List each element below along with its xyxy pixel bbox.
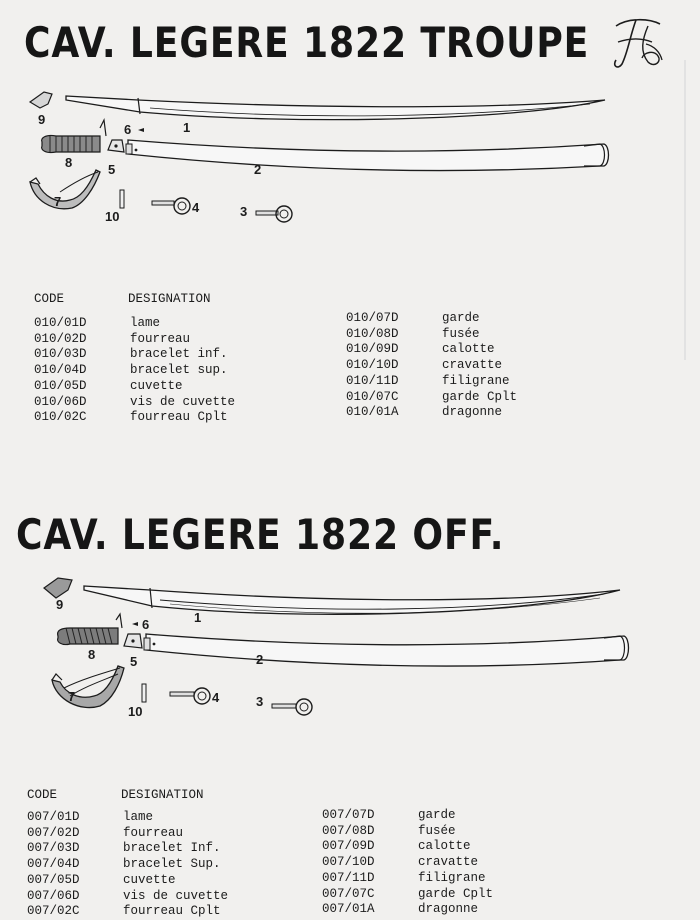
part-code: 007/04D xyxy=(27,857,80,872)
table-row xyxy=(34,410,235,426)
part-designation: calotte xyxy=(442,342,495,357)
part-designation: fourreau xyxy=(123,825,184,840)
section-title-troupe: CAV. LEGERE 1822 TROUPE xyxy=(24,18,590,67)
part-designation: cuvette xyxy=(123,872,176,887)
part-number-3: 3 xyxy=(256,694,264,709)
part-designation: fusée xyxy=(418,823,456,838)
part-designation: bracelet Inf. xyxy=(123,841,221,856)
part-designation: cravatte xyxy=(418,855,479,870)
part-code: 007/09D xyxy=(322,839,375,854)
part-code: 007/03D xyxy=(27,841,80,856)
part-code: 010/02D xyxy=(34,331,87,346)
part-code: 007/05D xyxy=(27,872,80,887)
table-row xyxy=(346,390,517,406)
part-designation: dragonne xyxy=(442,405,503,420)
part-designation: filigrane xyxy=(418,870,486,885)
table-row xyxy=(34,316,235,332)
table-row xyxy=(346,327,517,343)
part-code: 007/10D xyxy=(322,855,375,870)
table-row xyxy=(27,810,228,826)
part-code: 010/07C xyxy=(346,389,399,404)
table-row xyxy=(346,405,517,421)
part-designation: fusée xyxy=(442,326,480,341)
table-row xyxy=(322,887,493,903)
part-code: 007/02D xyxy=(27,825,80,840)
parts-table-right-off xyxy=(322,808,493,918)
part-code: 007/08D xyxy=(322,823,375,838)
code-header: CODE xyxy=(34,292,65,306)
part-code: 010/02C xyxy=(34,410,87,425)
part-designation: cravatte xyxy=(442,358,503,373)
part-number-1: 1 xyxy=(194,610,202,625)
part-number-6: 6 xyxy=(142,617,150,632)
part-code: 010/03D xyxy=(34,347,87,362)
parts-table-left-off xyxy=(27,810,228,920)
part-designation: bracelet Sup. xyxy=(123,857,221,872)
part-code: 010/08D xyxy=(346,326,399,341)
part-number-2: 2 xyxy=(256,652,264,667)
part-designation: lame xyxy=(130,316,161,330)
part-number-8: 8 xyxy=(65,155,73,170)
table-row xyxy=(34,363,235,379)
code-header: CODE xyxy=(27,788,58,802)
table-row xyxy=(346,358,517,374)
part-number-7: 7 xyxy=(54,194,62,209)
part-code: 007/01D xyxy=(27,810,80,824)
part-code: 010/04D xyxy=(34,363,87,378)
table-row xyxy=(27,826,228,842)
table-row xyxy=(346,342,517,358)
table-row xyxy=(322,855,493,871)
part-designation: bracelet sup. xyxy=(130,363,228,378)
table-row xyxy=(34,395,235,411)
monogram-logo xyxy=(608,12,666,72)
table-row xyxy=(27,841,228,857)
part-number-5: 5 xyxy=(108,162,116,177)
parts-table-left-troupe xyxy=(34,316,235,426)
part-code: 007/11D xyxy=(322,870,375,885)
table-row xyxy=(322,902,493,918)
part-designation: vis de cuvette xyxy=(123,888,229,903)
table-row xyxy=(27,889,228,905)
scabbard-part-drawing xyxy=(128,140,609,170)
part-designation: dragonne xyxy=(418,902,479,917)
part-number-5: 5 xyxy=(130,654,138,669)
calotte-part-drawing xyxy=(30,92,52,108)
part-number-3: 3 xyxy=(240,204,248,219)
table-row xyxy=(34,332,235,348)
part-code: 007/06D xyxy=(27,888,80,903)
part-number-4: 4 xyxy=(192,200,200,215)
part-number-9: 9 xyxy=(56,597,64,612)
part-designation: cuvette xyxy=(130,378,183,393)
calotte-part-drawing xyxy=(44,578,72,598)
table-row xyxy=(346,374,517,390)
table-row xyxy=(322,808,493,824)
part-code: 007/02C xyxy=(27,904,80,919)
parts-table-right-troupe xyxy=(346,311,517,421)
part-number-7: 7 xyxy=(68,689,76,704)
part-code: 010/11D xyxy=(346,373,399,388)
section-title-off: CAV. LEGERE 1822 OFF. xyxy=(16,510,505,559)
part-designation: calotte xyxy=(418,839,471,854)
part-number-1: 1 xyxy=(183,120,191,135)
part-designation: fourreau Cplt xyxy=(130,410,228,425)
part-designation: lame xyxy=(123,810,154,824)
part-number-4: 4 xyxy=(212,690,220,705)
part-number-10: 10 xyxy=(105,209,120,224)
part-number-2: 2 xyxy=(254,162,262,177)
part-designation: garde Cplt xyxy=(442,389,518,404)
saber-parts-diagram-off xyxy=(0,570,700,720)
designation-header: DESIGNATION xyxy=(128,292,211,306)
table-row xyxy=(27,857,228,873)
table-row xyxy=(322,839,493,855)
table-row xyxy=(322,871,493,887)
part-designation: garde xyxy=(442,311,480,325)
table-row xyxy=(34,347,235,363)
part-designation: fourreau xyxy=(130,331,191,346)
part-code: 007/07C xyxy=(322,886,375,901)
part-code: 010/05D xyxy=(34,378,87,393)
part-code: 010/06D xyxy=(34,394,87,409)
part-code: 010/01A xyxy=(346,405,399,420)
part-designation: bracelet inf. xyxy=(130,347,228,362)
part-designation: filigrane xyxy=(442,373,510,388)
designation-header: DESIGNATION xyxy=(121,788,204,802)
part-number-6: 6 xyxy=(124,122,132,137)
table-row xyxy=(27,873,228,889)
part-number-8: 8 xyxy=(88,647,96,662)
table-row xyxy=(346,311,517,327)
table-row xyxy=(34,379,235,395)
part-code: 010/07D xyxy=(346,311,399,325)
part-designation: fourreau Cplt xyxy=(123,904,221,919)
part-code: 007/07D xyxy=(322,808,375,822)
page-edge-shadow xyxy=(684,60,686,360)
part-number-9: 9 xyxy=(38,112,46,127)
part-code: 010/01D xyxy=(34,316,87,330)
part-code: 007/01A xyxy=(322,902,375,917)
table-row xyxy=(322,824,493,840)
scabbard-part-drawing xyxy=(146,634,629,666)
part-designation: garde xyxy=(418,808,456,822)
part-code: 010/10D xyxy=(346,358,399,373)
part-designation: vis de cuvette xyxy=(130,394,236,409)
saber-parts-diagram-troupe xyxy=(0,80,700,230)
part-designation: garde Cplt xyxy=(418,886,494,901)
part-code: 010/09D xyxy=(346,342,399,357)
part-number-10: 10 xyxy=(128,704,143,719)
